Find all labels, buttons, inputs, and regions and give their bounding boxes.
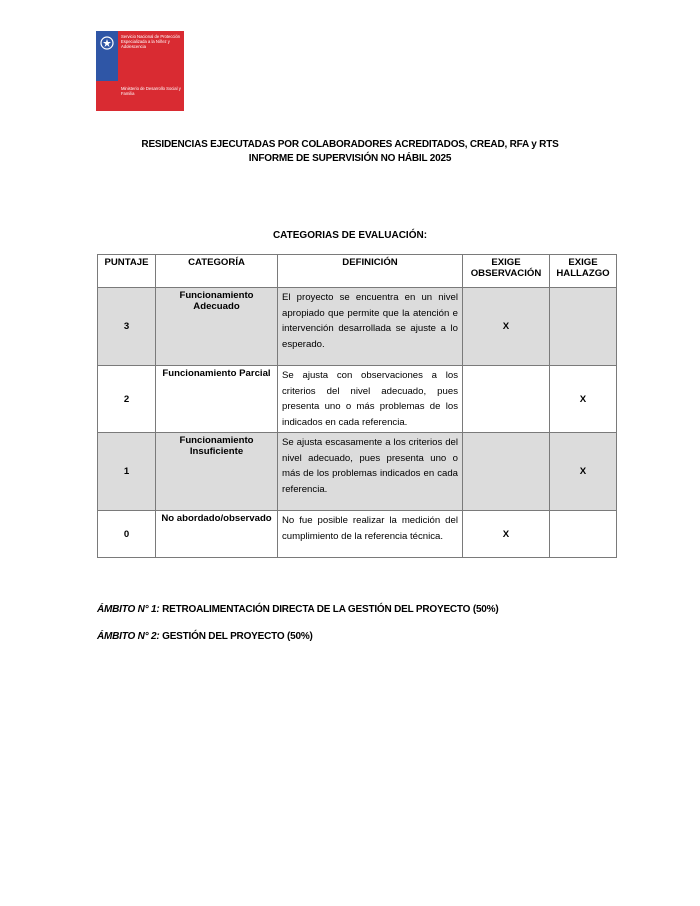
header-definition: DEFINICIÓN <box>278 255 463 288</box>
row-score: 2 <box>98 366 156 433</box>
table-row <box>98 366 617 433</box>
row-observation-mark: X <box>463 511 550 558</box>
row-definition: Se ajusta con observaciones a los criterios del nivel adecuado, pues presenta uno o más problemas de los indicados en cada referencia. <box>278 366 463 433</box>
ambito-2-label: ÁMBITO N° 2: <box>97 631 160 642</box>
ambito-1 <box>97 604 499 615</box>
evaluation-table <box>97 254 617 558</box>
row-category: Funcionamiento Insuficiente <box>156 433 278 511</box>
ambito-2 <box>97 631 313 642</box>
categories-title: CATEGORIAS DE EVALUACIÓN: <box>272 230 428 241</box>
row-definition: No fue posible realizar la medición del cumplimiento de la referencia técnica. <box>278 511 463 558</box>
table-header-row <box>98 255 617 288</box>
report-subtitle: INFORME DE SUPERVISIÓN NO HÁBIL 2025 <box>248 153 452 164</box>
ambito-1-label: ÁMBITO N° 1: <box>97 604 160 615</box>
institution-logo <box>96 31 184 111</box>
table-row <box>98 433 617 511</box>
row-category: Funcionamiento Adecuado <box>156 288 278 366</box>
row-observation-mark: X <box>463 288 550 366</box>
logo-blue-block <box>96 31 118 81</box>
ambito-1-text: RETROALIMENTACIÓN DIRECTA DE LA GESTIÓN DEL PROYECTO (50%) <box>159 604 499 615</box>
row-definition: Se ajusta escasamente a los criterios del nivel adecuado, pues presenta uno o más de los problemas indicados en cada referencia. <box>278 433 463 511</box>
row-finding-mark <box>550 288 617 366</box>
row-category: Funcionamiento Parcial <box>156 366 278 433</box>
row-score: 0 <box>98 511 156 558</box>
report-header <box>0 138 700 166</box>
row-finding-mark <box>550 511 617 558</box>
row-observation-mark <box>463 366 550 433</box>
row-score: 3 <box>98 288 156 366</box>
row-finding-mark: X <box>550 366 617 433</box>
row-definition: El proyecto se encuentra en un nivel apropiado que permite que la atención e intervención desarrollada se ajuste a lo esperado. <box>278 288 463 366</box>
ambito-2-text: GESTIÓN DEL PROYECTO (50%) <box>159 631 313 642</box>
header-score: PUNTAJE <box>98 255 156 288</box>
row-score: 1 <box>98 433 156 511</box>
header-category: CATEGORÍA <box>156 255 278 288</box>
table-row <box>98 511 617 558</box>
header-observation: EXIGE OBSERVACIÓN <box>463 255 550 288</box>
logo-text-ministry: Ministerio de Desarrollo Social y Familia <box>121 86 181 96</box>
row-observation-mark <box>463 433 550 511</box>
table-row <box>98 288 617 366</box>
coat-of-arms-icon <box>99 35 115 51</box>
logo-text-service: Servicio Nacional de Protección Especializada a la Niñez y Adolescencia <box>121 34 181 49</box>
row-category: No abordado/observado <box>156 511 278 558</box>
header-finding: EXIGE HALLAZGO <box>550 255 617 288</box>
report-title: RESIDENCIAS EJECUTADAS POR COLABORADORES ACREDITADOS, CREAD, RFA y RTS <box>141 139 559 150</box>
row-finding-mark: X <box>550 433 617 511</box>
